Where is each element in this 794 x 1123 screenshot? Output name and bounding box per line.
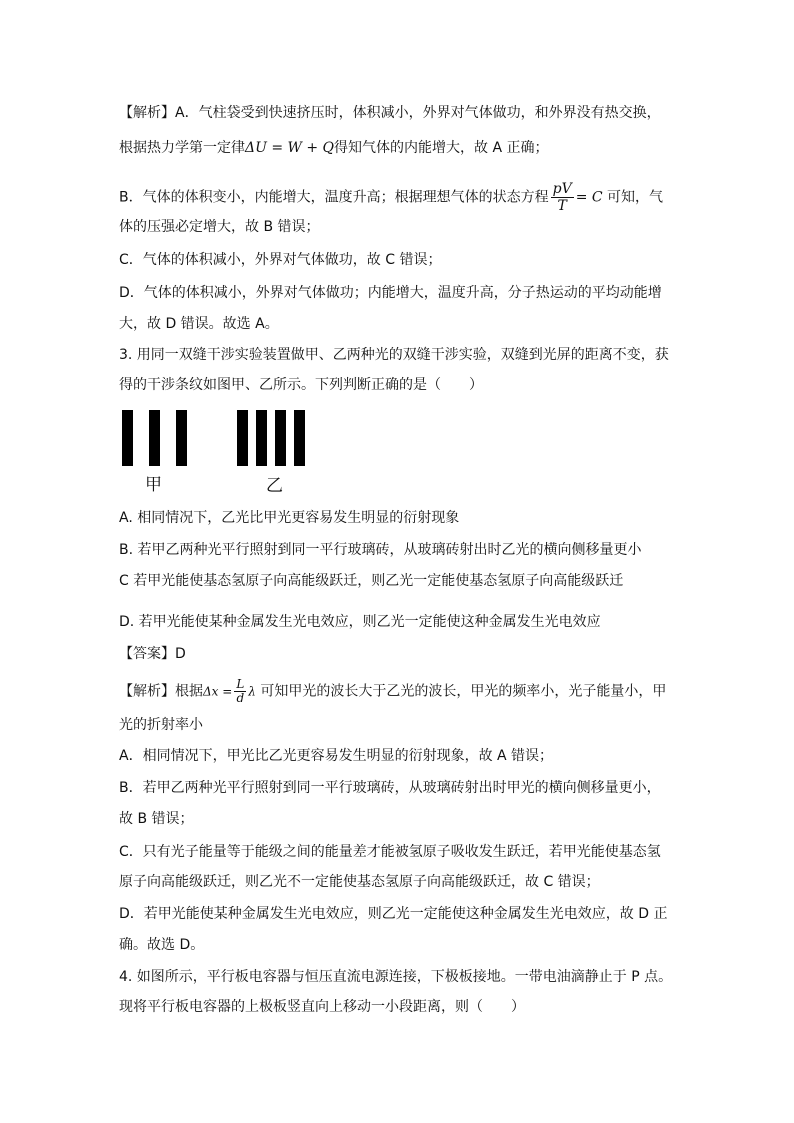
option-c: C 若甲光能使基态氢原子向高能级跃迁，则乙光一定能使基态氢原子向高能级跃迁 bbox=[119, 573, 624, 589]
option-d-analysis-line-1: D．气体的体积减小，外界对气体做功；内能增大，温度升高，分子热运动的平均动能增 bbox=[119, 285, 662, 301]
analysis-3-line-2: 光的折射率小 bbox=[119, 717, 203, 733]
question-3-line-2: 得的干涉条纹如图甲、乙所示。下列判断正确的是（ ） bbox=[119, 377, 483, 393]
text-segment: 根据热力学第一定律 bbox=[119, 140, 245, 156]
option-d-analysis-line-2: 大，故 D 错误。故选 A。 bbox=[119, 316, 279, 332]
analysis-3-option-d-2: 确。故选 D。 bbox=[119, 937, 205, 953]
option-c-analysis: C．气体的体积减小，外界对气体做功，故 C 错误； bbox=[119, 252, 442, 268]
fringe-bar-b bbox=[275, 410, 286, 466]
option-b: B. 若甲乙两种光平行照射到同一平行玻璃砖，从玻璃砖射出时乙光的横向侧移量更小 bbox=[119, 542, 642, 558]
formula-lhs: Δx = bbox=[203, 684, 233, 699]
analysis-3-option-c-1: C．只有光子能量等于能级之间的能量差才能被氢原子吸收发生跃迁，若甲光能使基态氢 bbox=[119, 844, 661, 860]
analysis-3-option-b-2: 故 B 错误； bbox=[119, 811, 194, 827]
analysis-line-2 bbox=[119, 138, 549, 158]
first-law-formula: ΔU = W + Q bbox=[245, 140, 335, 156]
fraction-numerator: pV bbox=[552, 181, 572, 197]
analysis-line-1: 【解析】A．气柱袋受到快速挤压时，体积减小，外界对气体做功，和外界没有热交换， bbox=[119, 105, 661, 121]
figure-label-yi: 乙 bbox=[266, 476, 283, 496]
question-4-line-2: 现将平行板电容器的上极板竖直向上移动一小段距离，则（ ） bbox=[119, 999, 525, 1015]
fringe-spacing-fraction bbox=[234, 678, 246, 705]
fringe-bar-a bbox=[122, 410, 133, 466]
gas-law-fraction bbox=[551, 181, 574, 214]
analysis-3-option-a: A．相同情况下，甲光比乙光更容易发生明显的衍射现象，故 A 错误； bbox=[119, 748, 554, 764]
figure-label-jia: 甲 bbox=[145, 475, 162, 495]
option-b-analysis-line-1 bbox=[119, 181, 663, 214]
analysis-3-option-b-1: B．若甲乙两种光平行照射到同一平行玻璃砖，从玻璃砖射出时甲光的横向侧移量更小， bbox=[119, 780, 661, 796]
question-4-line-1: 4. 如图所示，平行板电容器与恒压直流电源连接，下极板接地。一带电油滴静止于 P 点。 bbox=[119, 969, 673, 985]
fraction-denominator: d bbox=[236, 691, 245, 705]
analysis-3-line-1 bbox=[119, 678, 666, 705]
fraction-numerator: L bbox=[236, 677, 245, 691]
fringe-bar-b bbox=[294, 410, 305, 466]
question-3-line-1: 3. 用同一双缝干涉实验装置做甲、乙两种光的双缝干涉实验，双缝到光屏的距离不变，获 bbox=[119, 347, 669, 363]
analysis-3-option-c-2: 原子向高能级跃迁，则乙光不一定能使基态氢原子向高能级跃迁，故 C 错误； bbox=[119, 874, 600, 890]
text-segment: B．气体的体积变小，内能增大，温度升高；根据理想气体的状态方程 bbox=[119, 189, 549, 206]
fringe-bar-b bbox=[237, 410, 248, 466]
fringe-bar-a bbox=[149, 410, 160, 466]
equals-c: = C bbox=[575, 189, 603, 206]
option-b-analysis-line-2: 体的压强必定增大，故 B 错误； bbox=[119, 219, 320, 235]
text-segment: 得知气体的内能增大，故 A 正确； bbox=[334, 140, 549, 156]
text-segment: 可知，气 bbox=[607, 189, 664, 206]
formula-rhs: λ bbox=[248, 684, 256, 699]
answer-label: 【答案】D bbox=[119, 646, 186, 662]
text-segment: 可知甲光的波长大于乙光的波长，甲光的频率小，光子能量小，甲 bbox=[260, 683, 667, 700]
fringe-bar-a bbox=[176, 410, 187, 466]
text-segment: 【解析】根据 bbox=[119, 683, 203, 700]
option-a: A. 相同情况下，乙光比甲光更容易发生明显的衍射现象 bbox=[119, 510, 460, 526]
analysis-3-option-d-1: D．若甲光能使某种金属发生光电效应，则乙光一定能使这种金属发生光电效应，故 D 正 bbox=[119, 906, 668, 922]
fraction-denominator: T bbox=[557, 198, 567, 214]
option-d: D. 若甲光能使某种金属发生光电效应，则乙光一定能使这种金属发生光电效应 bbox=[119, 614, 601, 630]
fringe-bar-b bbox=[256, 410, 267, 466]
